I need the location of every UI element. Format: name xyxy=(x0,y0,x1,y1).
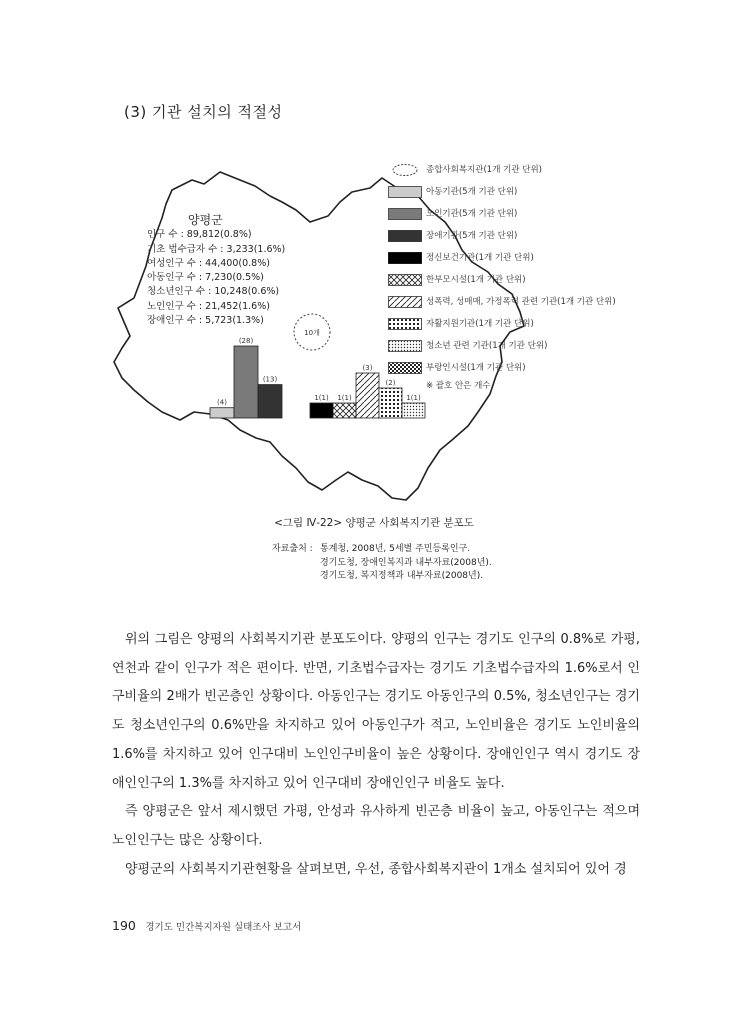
legend-label: 청소년 관련 기관(1개 기관 단위) xyxy=(426,341,548,351)
info-line: 청소년인구 수 : 10,248(0.6%) xyxy=(147,286,280,298)
bar-정신보건기관 xyxy=(310,403,333,418)
bar-value-label: 1(1) xyxy=(314,394,329,402)
figure-caption: <그림 Ⅳ-22> 양평군 사회복지기관 분포도 xyxy=(274,517,474,529)
legend-label: 종합사회복지관(1개 기관 단위) xyxy=(426,165,542,175)
info-line: 여성인구 수 : 44,400(0.8%) xyxy=(147,257,270,269)
bar-아동기관 xyxy=(210,408,234,418)
legend-swatch-diagonal xyxy=(388,296,422,308)
legend-swatch-checker xyxy=(388,362,422,374)
legend-label: 아동기관(5개 기관 단위) xyxy=(426,187,518,197)
page-number: 190 xyxy=(112,918,136,933)
legend-note-text: ※ 괄호 안은 개수 xyxy=(426,381,491,391)
bar-노인기관 xyxy=(234,346,258,418)
legend-swatch-circle xyxy=(388,164,422,176)
info-line: 아동인구 수 : 7,230(0.5%) xyxy=(147,272,264,284)
bar-성폭력·가정폭력 관련 기관 xyxy=(356,373,379,418)
body-text xyxy=(112,626,640,884)
county-statistics xyxy=(147,213,285,328)
source-label: 자료출처 : xyxy=(272,544,313,554)
legend-label: 자활지원기관(1개 기관 단위) xyxy=(426,319,534,329)
distribution-map-figure xyxy=(100,150,660,510)
county-name: 양평군 xyxy=(188,213,223,227)
bar-value-label: (13) xyxy=(262,375,278,384)
legend-label: 부랑인시설(1개 기관 단위) xyxy=(426,363,526,373)
info-line: 장애인구 수 : 5,723(1.3%) xyxy=(147,315,264,327)
legend-swatch-gray xyxy=(388,208,422,220)
legend-swatch-black xyxy=(388,252,422,264)
bar-장애기관 xyxy=(258,385,282,418)
legend-swatch-light-gray xyxy=(388,186,422,198)
center-label: 10개 xyxy=(304,329,320,337)
legend-label: 노인기관(5개 기관 단위) xyxy=(426,209,518,219)
bar-청소년 관련 기관 xyxy=(402,403,425,418)
bar-value-label: (4) xyxy=(217,398,227,407)
legend-swatch-stipple xyxy=(388,340,422,352)
bar-chart-group-welfare-facilities xyxy=(210,337,282,418)
info-line: 인구 수 : 89,812(0.8%) xyxy=(147,229,252,241)
paragraph: 위의 그림은 양평의 사회복지기관 분포도이다. 양평의 인구는 경기도 인구의 0.8%로 가평, 연천과 같이 인구가 적은 편이다. 반면, 기초법수급자는 경기도 기초법수급자의 1.6%로서 인구비율의 2배가 빈곤층인 상황이다. 아동인구는 경기도 아동인구의 0.5%, 청소년인구는 경기도 청소년인구의 0.6%만을 차지하고 있어 아동인구가 적고, 노인비율은 경기도 노인비율의 1.6%를 차지하고 있어 인구대비 노인인구비율이 높은 상황이다. 장애인인구 역시 경기도 장애인인구의 1.3%를 차지하고 있어 인구대비 장애인인구 비율도 높다. xyxy=(112,632,640,791)
source-line: 통계청, 2008년, 5세별 주민등록인구. xyxy=(320,544,471,554)
legend-swatch-dots xyxy=(388,318,422,330)
info-line: 노인인구 수 : 21,452(1.6%) xyxy=(147,300,270,312)
info-line: 기초 법수급자 수 : 3,233(1.6%) xyxy=(147,243,286,255)
footer-title: 경기도 민간복지자원 실태조사 보고서 xyxy=(145,922,302,933)
bar-value-label: 1(1) xyxy=(406,394,421,402)
legend-swatch-dark xyxy=(388,230,422,242)
page-footer xyxy=(112,918,301,933)
legend-label: 성폭력, 성매매, 가정폭력 관련 기관(1개 기관 단위) xyxy=(426,297,616,307)
section-title: (3) 기관 설치의 적절성 xyxy=(124,103,283,121)
bar-value-label: 1(1) xyxy=(337,394,352,402)
bar-자활지원기관 xyxy=(379,388,402,418)
legend-label: 정신보건기관(1개 기관 단위) xyxy=(426,253,534,263)
source-line: 경기도청, 복지정책과 내부자료(2008년). xyxy=(320,571,484,581)
bar-한부모시설 xyxy=(333,403,356,418)
map-svg xyxy=(100,150,660,510)
legend-label: 장애기관(5개 기관 단위) xyxy=(426,231,518,241)
source-line: 경기도청, 장애인복지과 내부자료(2008년). xyxy=(320,557,492,568)
paragraph: 즉 양평군은 앞서 제시했던 가평, 안성과 유사하게 빈곤층 비율이 높고, 아동인구는 적으며 노인인구는 많은 상황이다. xyxy=(112,804,640,848)
bar-value-label: (28) xyxy=(238,337,254,345)
legend-label: 한부모시설(1개 기관 단위) xyxy=(426,275,526,285)
paragraph: 양평군의 사회복지기관현황을 살펴보면, 우선, 종합사회복지관이 1개소 설치되어 있어 경 xyxy=(125,861,627,877)
legend-swatch-cross-hatch xyxy=(388,274,422,286)
bar-value-label: (3) xyxy=(362,364,373,372)
source-lines xyxy=(320,543,492,584)
bar-value-label: (2) xyxy=(385,379,396,387)
